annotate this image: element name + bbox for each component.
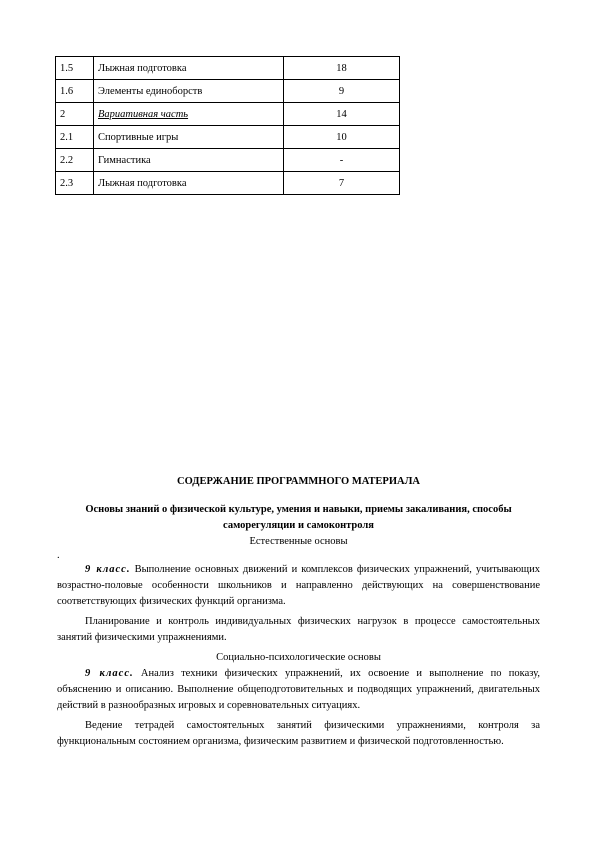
program-content xyxy=(57,474,540,754)
table-row xyxy=(56,172,400,195)
row-number: 2.1 xyxy=(56,126,94,149)
section-subtitle-line1: Основы знаний о физической культуре, умения и навыки, приемы закаливания, способы xyxy=(85,504,512,515)
row-number: 1.6 xyxy=(56,80,94,103)
grade-label: 9 класс. xyxy=(85,668,134,679)
table-row xyxy=(56,103,400,126)
hours-table xyxy=(55,56,400,195)
row-hours: 14 xyxy=(284,103,400,126)
row-name: Гимнастика xyxy=(94,149,284,172)
row-hours: - xyxy=(284,149,400,172)
row-name: Спортивные игры xyxy=(94,126,284,149)
row-name: Лыжная подготовка xyxy=(94,172,284,195)
section-heading-natural: Естественные основы xyxy=(249,536,348,547)
paragraph-text: Анализ техники физических упражнений, их освоение и выполнение по показу, объяснению и описанию. Выполнение общеподготовительных и подводящих упражнений, двигательных действий в разнообразных игровых и соревновательных ситуациях. xyxy=(57,668,540,711)
row-number: 2 xyxy=(56,103,94,126)
paragraph-social-grade9 xyxy=(57,666,540,714)
row-hours: 9 xyxy=(284,80,400,103)
row-hours: 7 xyxy=(284,172,400,195)
row-number: 2.2 xyxy=(56,149,94,172)
row-name: Вариативная часть xyxy=(94,103,284,126)
paragraph-notebooks: Ведение тетрадей самостоятельных занятий физическими упражнениями, контроля за функциональным состоянием организма, физическим развитием и физической подготовленностью. xyxy=(57,720,540,747)
table-row xyxy=(56,57,400,80)
row-number: 2.3 xyxy=(56,172,94,195)
section-heading-social: Социально-психологические основы xyxy=(216,652,381,663)
row-number: 1.5 xyxy=(56,57,94,80)
section-subtitle-line2: саморегуляции и самоконтроля xyxy=(223,520,374,531)
table-row xyxy=(56,149,400,172)
row-name: Лыжная подготовка xyxy=(94,57,284,80)
row-name: Элементы единоборств xyxy=(94,80,284,103)
stray-dot: . xyxy=(57,550,60,561)
paragraph-text: Выполнение основных движений и комплексов физических упражнений, учитывающих возрастно-половые особенности школьников и направленно действующих на совершенствование соответствующих физических функций организма. xyxy=(57,564,541,607)
paragraph-natural-grade9 xyxy=(57,562,540,610)
paragraph-planning: Планирование и контроль индивидуальных физических нагрузок в процессе самостоятельных занятий физическими упражнениями. xyxy=(57,616,540,643)
table-row xyxy=(56,126,400,149)
page-title: СОДЕРЖАНИЕ ПРОГРАММНОГО МАТЕРИАЛА xyxy=(177,476,420,487)
row-hours: 10 xyxy=(284,126,400,149)
table-row xyxy=(56,80,400,103)
row-hours: 18 xyxy=(284,57,400,80)
grade-label: 9 класс. xyxy=(85,564,131,575)
